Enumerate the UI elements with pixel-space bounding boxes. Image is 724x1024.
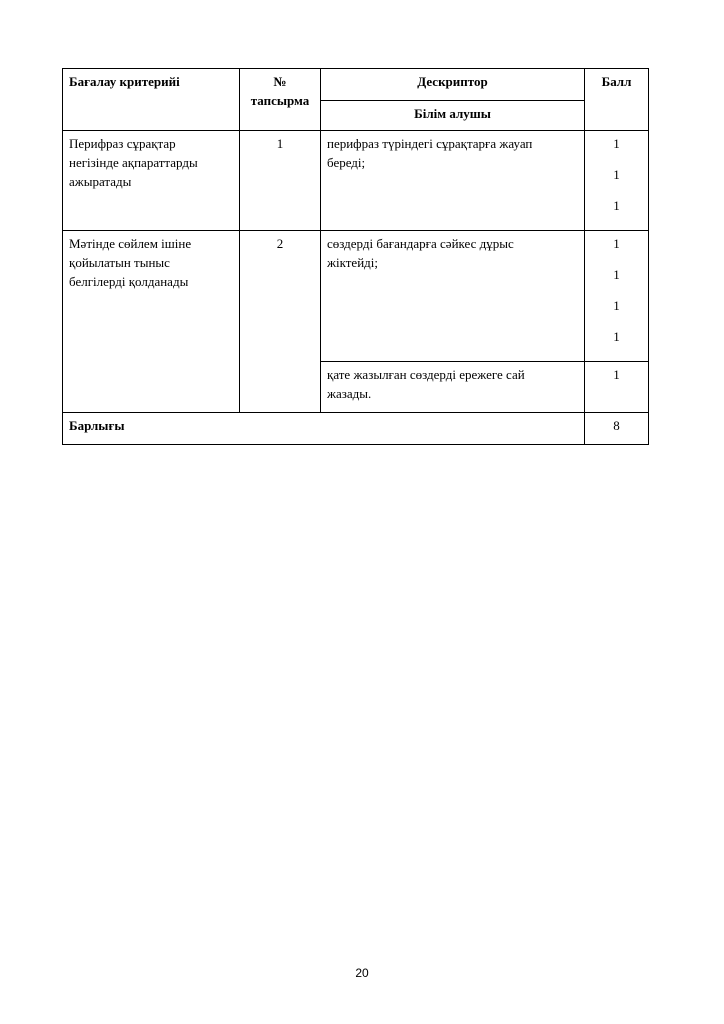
score-cell bbox=[585, 231, 649, 362]
score-value: 1 bbox=[613, 136, 620, 151]
header-task-number bbox=[240, 69, 321, 131]
score-value: 1 bbox=[613, 367, 620, 382]
score-value: 1 bbox=[613, 167, 620, 182]
assessment-table bbox=[62, 68, 649, 445]
task-number-cell: 1 bbox=[240, 131, 321, 231]
score-cell bbox=[585, 131, 649, 231]
table-row bbox=[63, 231, 649, 362]
table-row bbox=[63, 131, 649, 231]
score-value: 1 bbox=[613, 329, 620, 344]
descriptor-cell: қате жазылған сөздерді ережеге сай жазады. bbox=[321, 362, 585, 413]
total-value: 8 bbox=[585, 413, 649, 445]
score-value: 1 bbox=[613, 236, 620, 251]
header-descriptor: Дескриптор bbox=[321, 69, 585, 101]
task-number-symbol: № bbox=[273, 74, 287, 89]
header-descriptor-sub: Білім алушы bbox=[321, 101, 585, 131]
descriptor-cell: сөздерді бағандарға сәйкес дұрыс жіктейді; bbox=[321, 231, 585, 362]
criterion-cell: Мәтінде сөйлем ішіне қойылатын тыныс белгілерді қолданады bbox=[63, 231, 240, 413]
score-value: 1 bbox=[613, 198, 620, 213]
header-row bbox=[63, 69, 649, 101]
score-value: 1 bbox=[613, 298, 620, 313]
task-number-label: тапсырма bbox=[250, 93, 310, 108]
score-value: 1 bbox=[613, 267, 620, 282]
total-label: Барлығы bbox=[63, 413, 585, 445]
header-score: Балл bbox=[585, 69, 649, 131]
criterion-cell: Перифраз сұрақтар негізінде ақпараттарды ажыратады bbox=[63, 131, 240, 231]
total-row bbox=[63, 413, 649, 445]
header-criterion: Бағалау критерийі bbox=[63, 69, 240, 131]
task-number-cell: 2 bbox=[240, 231, 321, 413]
score-cell bbox=[585, 362, 649, 413]
page-number: 20 bbox=[355, 966, 369, 980]
descriptor-cell: перифраз түріндегі сұрақтарға жауап береді; bbox=[321, 131, 585, 231]
